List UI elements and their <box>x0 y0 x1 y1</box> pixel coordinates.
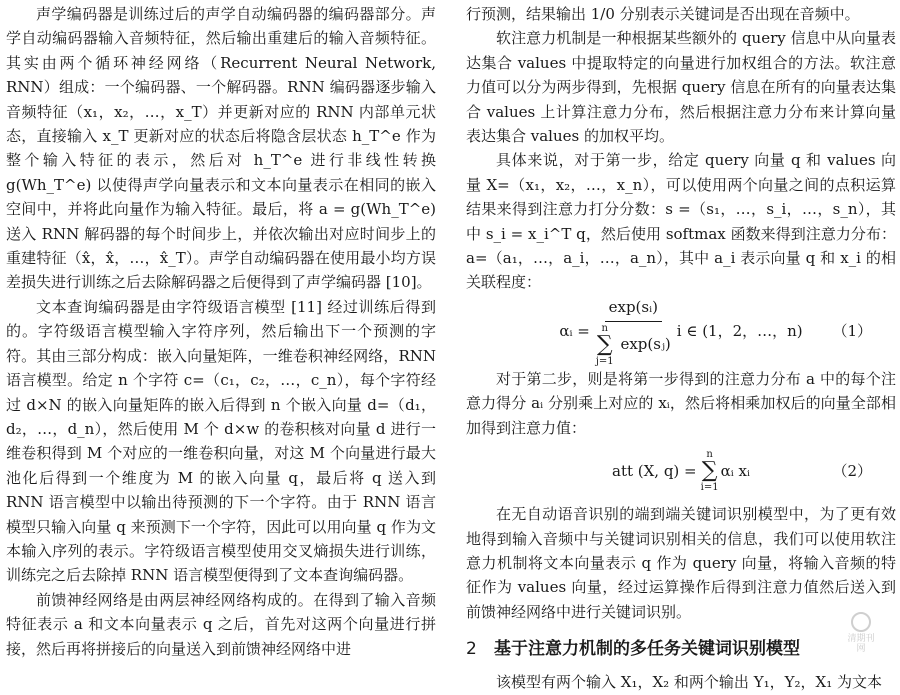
equation-2-lhs: att (X, q) = <box>612 461 697 480</box>
summation-upper: n <box>601 322 608 334</box>
paragraph-text-query-encoder: 文本查询编码器是由字符级语言模型 [11] 经过训练后得到的。字符级语言模型输入字符序列，然后输出下一个预测的字符。其由三部分构成：嵌入向量矩阵，一维卷积神经网络，RNN 语言模型。给定 n 个字符 c=（c₁，c₂，…，c_n），每个字符经过 d×N 的嵌入向量矩阵的嵌入后得到 n 个嵌入向量 d=（d₁，d₂，…，d_n），然后使用 M 个 d×w 的卷积核对向量 d 进行一维卷积得到 M 个对应的一维卷积向量，对这 M 个向量进行最大池化后得到一个维度为 M 的嵌入向量 q，最后将 q 送入到 RNN 语言模型中以输出待预测的下一个字符。由于 RNN 语言模型只输入向量 q 来预测下一个字符，因此可以用向量 q 作为文本输入序列的表示。字符级语言模型使用交叉熵损失进行训练，训练完之后去除掉 RNN 语言模型便得到了文本查询编码器。 <box>6 297 436 585</box>
paragraph-keyword-spotting: 在无自动语音识别的端到端关键词识别模型中，为了更有效地得到输入音频中与关键词识别相关的信息，我们可以使用软注意力机制将文本向量表示 q 作为 query 向量，将输入音频的特征作为 values 向量，经过运算操作后得到注意力值然后送入到前馈神经网络中进行关键词识别。 <box>466 505 896 621</box>
equation-2 <box>466 440 896 502</box>
equation-1-denominator-wrap <box>596 322 671 367</box>
equation-1 <box>466 295 896 367</box>
paragraph-continuation: 行预测，结果输出 1/0 分别表示关键词是否出现在音频中。 <box>466 5 860 23</box>
paragraph-attention-step-two: 对于第二步，则是将第一步得到的注意力分布 a 中的每个注意力得分 aᵢ 分别乘上对应的 xᵢ，然后将相乘加权后的向量全部相加得到注意力值： <box>466 369 896 437</box>
left-column <box>6 2 436 661</box>
section-number: 2 <box>466 639 477 660</box>
equation-1-denominator: exp(sⱼ) <box>620 334 671 353</box>
summation-sign: ∑ <box>701 458 718 484</box>
paragraph-acoustic-encoder: 声学编码器是训练过后的声学自动编码器的编码器部分。声学自动编码器输入音频特征，然后输出重建后的输入音频特征。其实由两个循环神经网络（Recurrent Neural Network, RNN）组成：一个编码器、一个解码器。RNN 编码器逐步输入音频特征（x₁，x₂，…，x_T）并更新对应的 RNN 内部单元状态，直接输入 x_T 更新对应的状态后将隐含层状态 h_T^e 作为整个输入特征的表示，然后对 h_T^e 进行非线性转换 g(Wh_T^e) 以使得声学向量表示和文本向量表示在相同的嵌入空间中，并将此向量作为输入特征。最后，将 a = g(Wh_T^e) 送入 RNN 解码器的每个时间步上，并依次输出对应时间步上的重建特征（x̂，x̂，…，x̂_T）。声学自动编码器在使用最小均方误差损失进行训练之后去除解码器之后便得到了声学编码器 [10]。 <box>6 5 436 292</box>
summation-lower: i=1 <box>700 482 719 494</box>
summation-symbol <box>701 449 719 493</box>
equation-1-number: （1） <box>832 321 872 340</box>
watermark-text: 清期刊网 <box>847 634 875 654</box>
watermark <box>844 612 878 656</box>
paragraph-feedforward-network: 前馈神经网络是由两层神经网络构成的。在得到了输入音频特征表示 a 和文本向量表示 q 之后，首先对这两个向量进行拼接，然后再将拼接后的向量送入到前馈神经网络中进 <box>6 590 436 658</box>
paragraph-model-inputs: 该模型有两个输入 X₁，X₂ 和两个输出 Y₁，Y₂，X₁ 为文本 <box>496 673 882 692</box>
equation-1-tail: i ∈ (1，2，…，n) <box>676 321 803 340</box>
equation-2-tail: αᵢ xᵢ <box>720 461 750 480</box>
equation-1-fraction <box>596 295 671 366</box>
equation-2-number: （2） <box>832 461 872 480</box>
summation-lower: j=1 <box>595 355 614 367</box>
paragraph-soft-attention: 软注意力机制是一种根据某些额外的 query 信息中从向量表达集合 values 中提取特定的向量进行加权组合的方法。软注意力值可以分为两步得到，先根据 query 信息在所有的向量表达集合 values 上计算注意力分布，然后根据注意力分布来计算向量表达集合 values 的加权平均。 <box>466 29 896 146</box>
summation-upper: n <box>706 449 713 461</box>
right-column <box>466 2 896 695</box>
section-heading <box>466 636 896 662</box>
equation-1-lhs: αᵢ = <box>559 321 590 340</box>
summation-sign: ∑ <box>596 331 613 357</box>
watermark-logo-icon <box>851 612 871 632</box>
paragraph-attention-step-one: 具体来说，对于第一步，给定 query 向量 q 和 values 向量 X=（x₁，x₂，…，x_n），可以使用两个向量之间的点积运算结果来得到注意力打分分数：s =（s₁，…，s_i，…，s_n），其中 s_i = x_i^T q，然后使用 softmax 函数来得到注意力分布：a=（a₁，…，a_i，…，a_n），其中 a_i 表示向量 q 和 x_i 的相关联程度： <box>466 151 896 292</box>
equation-1-numerator: exp(sᵢ) <box>605 295 662 321</box>
summation-symbol <box>596 323 614 367</box>
section-title: 基于注意力机制的多任务关键词识别模型 <box>494 639 800 660</box>
